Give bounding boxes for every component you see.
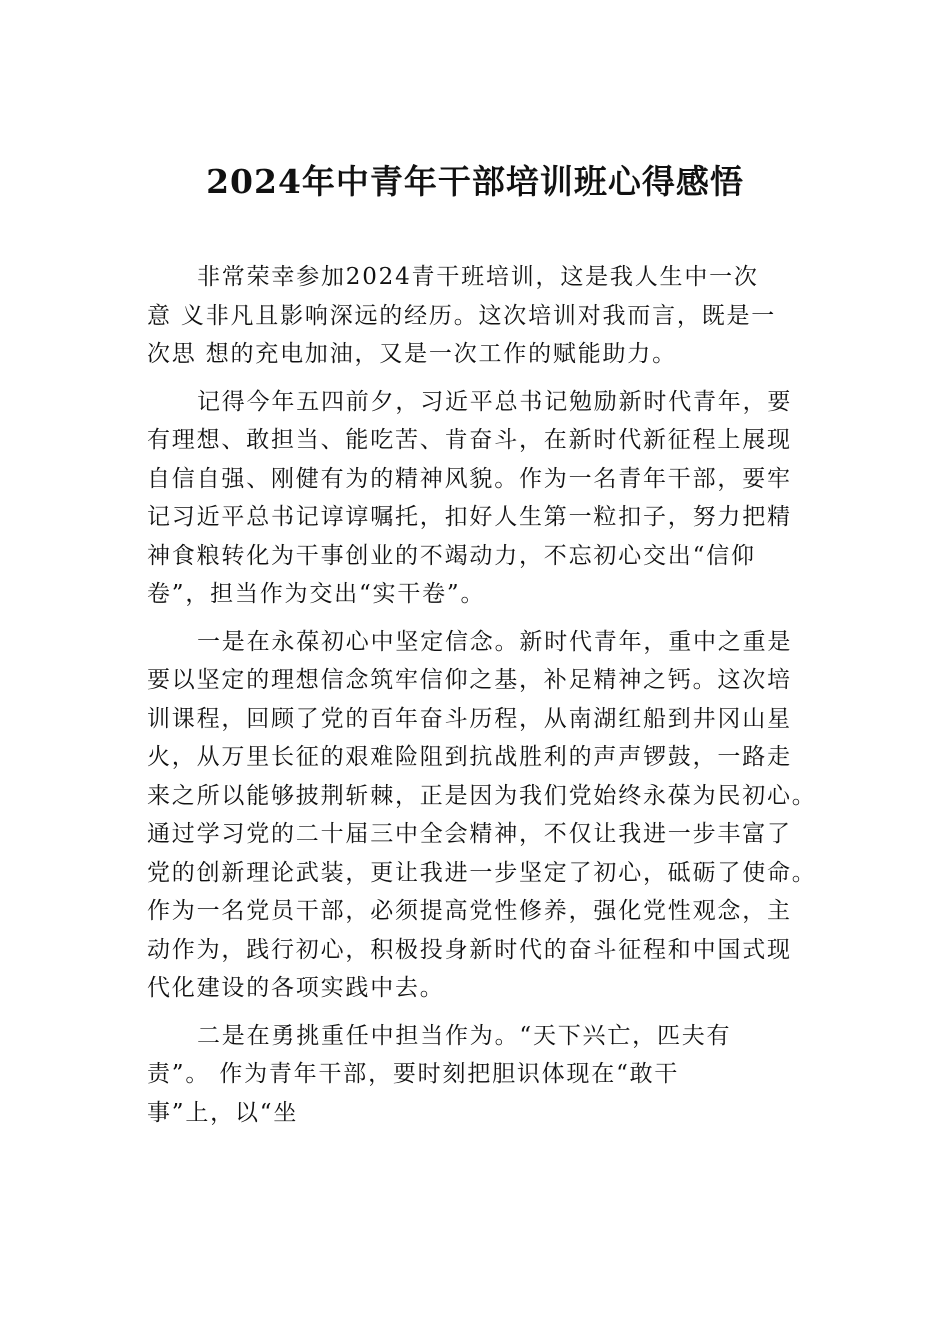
text-line: 有理想、敢担当、能吃苦、肯奋斗，在新时代新征程上展现 [147, 427, 792, 453]
text-line: 要以坚定的理想信念筑牢信仰之基，补足精神之钙。这次培 [147, 667, 792, 693]
text-line: 作为一名党员干部，必须提高党性修养，强化党性观念，主 [147, 898, 792, 924]
text-line: 神食粮转化为干事创业的不竭动力，不忘初心交出“信仰 [147, 542, 756, 569]
text-line: 党的创新理论武装，更让我进一步坚定了初心，砥砺了使命。 [147, 859, 817, 886]
text-line: 一是在永葆初心中坚定信念。新时代青年，重中之重是 [197, 628, 793, 655]
text-line: 次思 想的充电加油，又是一次工作的赋能助力。 [147, 341, 677, 367]
text-line: 训课程，回顾了党的百年奋斗历程，从南湖红船到井冈山星 [147, 705, 792, 732]
text-line: 意 义非凡且影响深远的经历。这次培训对我而言，既是一 [147, 302, 777, 329]
document-body [147, 258, 827, 1141]
text-line: 火，从万里长征的艰难险阻到抗战胜利的声声锣鼓，一路走 [147, 744, 792, 770]
text-line: 代化建设的各项实践中去。 [147, 975, 445, 1001]
text-line: 责”。 作为青年干部，要时刻把胆识体现在“敢干 [147, 1061, 680, 1087]
paragraph-point-two [147, 1017, 827, 1133]
text-line: 事”上，以“坐 [147, 1099, 299, 1126]
paragraph-may-fourth [147, 383, 827, 614]
text-line: 通过学习党的二十届三中全会精神，不仅让我进一步丰富了 [147, 821, 792, 847]
paragraph-intro [147, 258, 827, 374]
text-line: 自信自强、刚健有为的精神风貌。作为一名青年干部，要牢 [147, 465, 792, 492]
text-line: 来之所以能够披荆斩棘，正是因为我们党始终永葆为民初心。 [147, 782, 817, 809]
text-line: 非常荣幸参加2024青干班培训，这是我人生中一次 [197, 264, 759, 290]
document-title: 2024年中青年干部培训班心得感悟 [206, 162, 744, 201]
text-line: 二是在勇挑重任中担当作为。“天下兴亡，匹夫有 [197, 1022, 732, 1049]
text-line: 动作为，践行初心，积极投身新时代的奋斗征程和中国式现 [147, 936, 792, 963]
text-line: 记习近平总书记谆谆嘱托，扣好人生第一粒扣子，努力把精 [147, 504, 792, 530]
paragraph-point-one [147, 623, 827, 1008]
text-line: 卷”，担当作为交出“实干卷”。 [147, 581, 486, 607]
text-line: 记得今年五四前夕，习近平总书记勉励新时代青年，要 [197, 388, 793, 415]
